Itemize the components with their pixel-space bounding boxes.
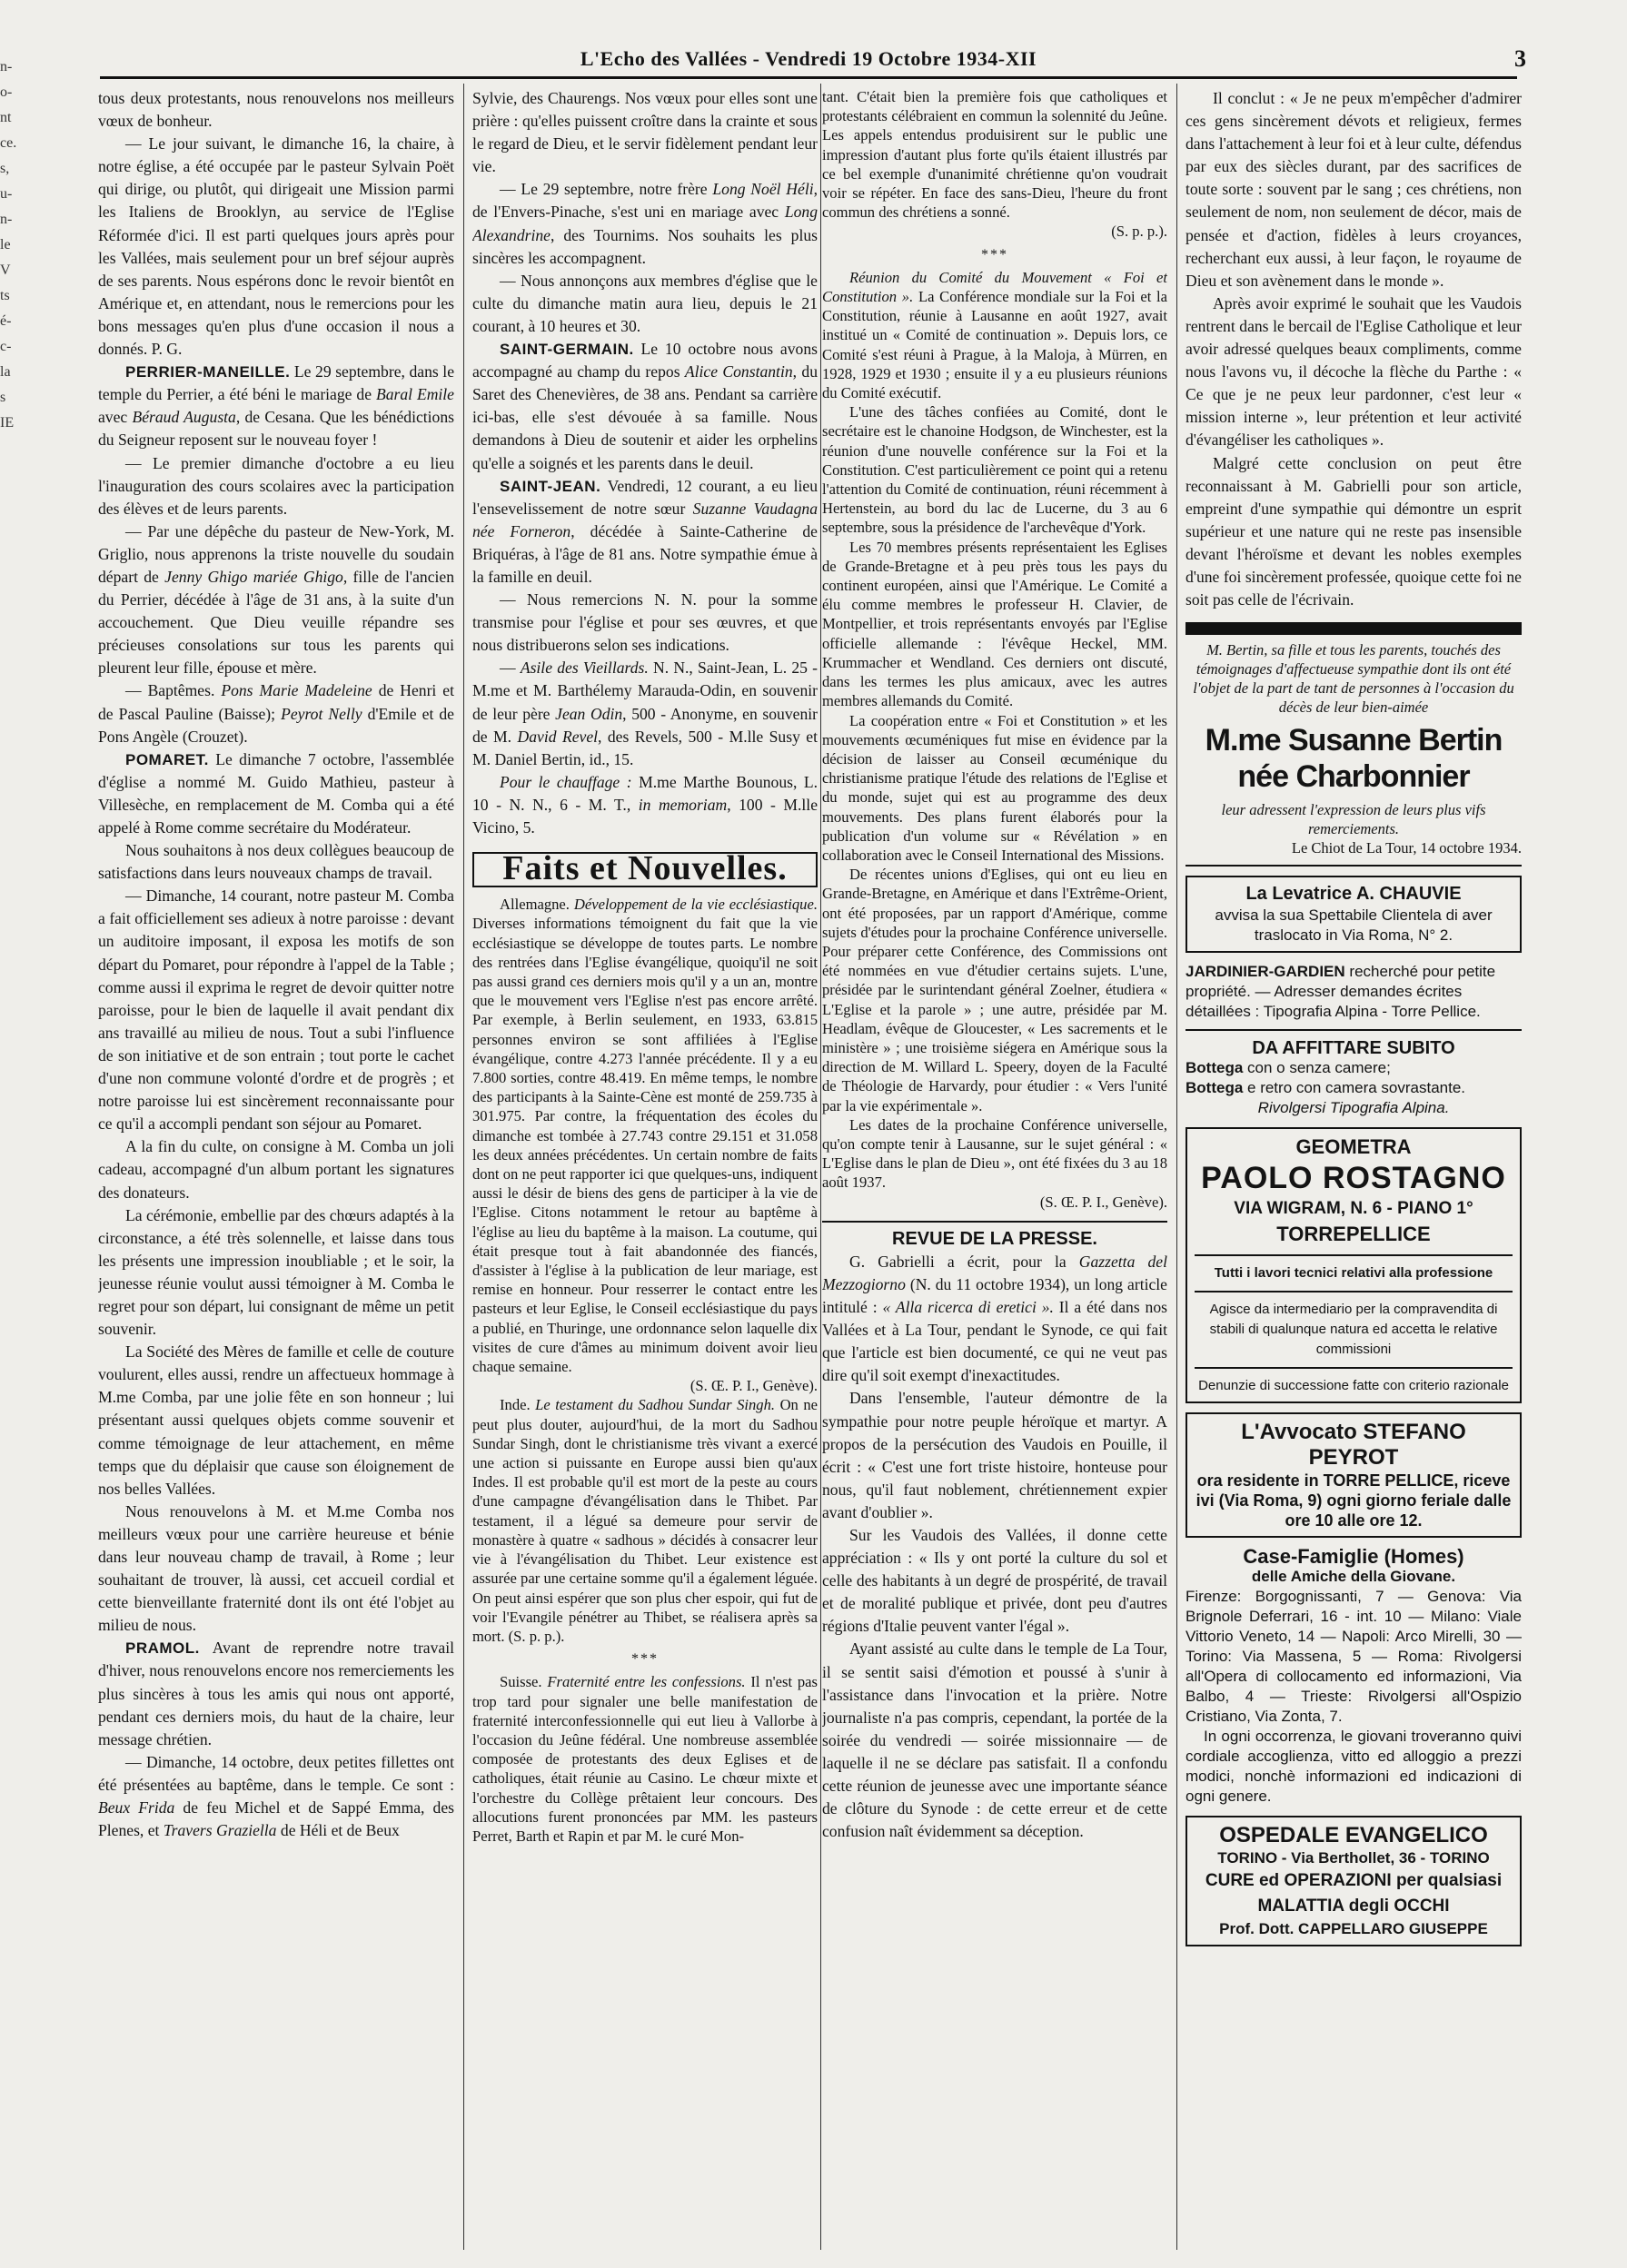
- column-divider: [1176, 84, 1177, 2250]
- ad-text: Prof. Dott. CAPPELLARO GIUSEPPE: [1219, 1920, 1488, 1938]
- margin-fragment: IE: [0, 415, 15, 431]
- margin-fragment: c-: [0, 339, 12, 354]
- page-title: L'Echo des Vallées - Vendredi 19 Octobre 1934-XII: [580, 47, 1037, 70]
- name: Beux Frida: [98, 1798, 175, 1817]
- ad-jardinier: [1186, 962, 1522, 1022]
- name: Long Alexandrine: [472, 203, 818, 244]
- name: David Revel: [517, 727, 599, 746]
- source: (S. p. p.).: [1111, 223, 1167, 241]
- name: Long Noël Héli: [712, 180, 814, 199]
- paragraph: [472, 178, 818, 269]
- divider: [1195, 1254, 1513, 1256]
- news-item: [822, 268, 1167, 402]
- paragraph: [472, 338, 818, 475]
- text: Le 10 octobre nous avons accompagné au champ du repos: [472, 340, 818, 381]
- paragraph: [98, 1637, 454, 1750]
- name: Pour le chauffage :: [500, 772, 632, 791]
- paragraph: Il conclut : « Je ne peux m'empêcher d'admirer ces gens sincèrement dévots et religieux, fermes dans l'attachement à leur foi et à leur culte, défendus par eux des siècles durant, par des sacrifices de toute sorte : souvent par le sang ; ces chrétiens, non seulement de nom, non seulement de décor, mais de pensée et d'action, fidèles à leurs croyances, recherchant eux aussi, à leur façon, le royaume de Dieu et son avènement dans le monde ».: [1186, 89, 1522, 290]
- paragraph: [98, 361, 454, 451]
- text: — Par une dépêche du pasteur de New-York, M. Griglio, nous apprenons la triste nouvelle du soudain départ de: [98, 521, 454, 586]
- ad-text: Agisce da intermediario per la compravendita di stabili di qualunque natura ed accetta le relative commissioni: [1209, 1302, 1498, 1358]
- ad-text: CURE ed OPERAZIONI per qualsiasi MALATTIA degli OCCHI: [1205, 1871, 1503, 1916]
- name: Suzanne Vaudagna née Forneron: [472, 499, 818, 540]
- text: de Héli et de Beux: [280, 1821, 400, 1840]
- separator: ***: [981, 246, 1008, 262]
- ad-text: Tutti i lavori tecnici relativi alla professione: [1214, 1265, 1493, 1282]
- thanks-notice: M. Bertin, sa fille et tous les parents, touchés des témoignages d'affectueuse sympathie dont ils ont été l'objet de la part de tant de personnes à l'occasion du décès de leur bien-aimée: [1193, 641, 1514, 717]
- paragraph: Dans l'ensemble, l'auteur démontre de la sympathie pour notre peuple héroïque et martyr. A propos de la persécution des Vaudois en Pouille, il écrit : « C'est une fort triste histoire, honteuse pour nous, qu'il faut noblement, chrétiennement expier avant d'oublier ».: [822, 1389, 1167, 1521]
- column-3: [822, 87, 1167, 2250]
- ad-text: Bottega: [1186, 1079, 1244, 1097]
- text: , de Cesana. Que les bénédictions du Seigneur reposent sur le nouveau foyer !: [98, 408, 454, 450]
- ad-subtitle: delle Amiche della Giovane.: [1251, 1568, 1456, 1586]
- ad-title: JARDINIER-GARDIEN: [1186, 963, 1345, 981]
- paragraph: [98, 748, 454, 839]
- thanks-notice: leur adressent l'expression de leurs plus vifs remerciements.: [1221, 801, 1486, 838]
- notice-name: M.me Susanne Bertin née Charbonnier: [1205, 723, 1503, 795]
- text: — Dimanche, 14 octobre, deux petites fillettes ont été présentées au baptême, dans le temple. Ce sont :: [98, 1752, 454, 1794]
- text: Le 29 septembre, dans le temple du Perrier, a été béni le mariage de: [98, 362, 454, 404]
- paragraph: — Le premier dimanche d'octobre a eu lieu l'inauguration des cours scolaires avec la participation des élèves et de leurs parents.: [98, 453, 454, 518]
- news-item: [472, 1672, 818, 1846]
- section-title-box: [472, 849, 818, 888]
- text: de feu Michel et de Sappé Emma, des Plenes, et: [98, 1798, 454, 1840]
- ad-text: Firenze: Borgognissanti, 7 — Genova: Via Brignole Deferrari, 16 - int. 10 — Milano: Viale Vittorio Veneto, 14 — Napoli: Arco Mirelli, 30 — Torino: Via Massena, 5 — Roma: Rivolgersi all'Opera di collocamento ed informazioni, Via Balbo, 4 — Trieste: Rivolgersi all'Ospizio Cristiano, Via Zonta, 7.: [1186, 1588, 1522, 1726]
- paragraph: La cérémonie, embellie par des chœurs adaptés à la circonstance, a été très solennelle, et laisse dans tous les présents une impression inoubliable ; et le soir, la jeunesse réunie voulut aussi témoigner à M. Comba le regret pour son départ, lui consignant de même un petit souvenir.: [98, 1205, 454, 1339]
- text: Il a été dans nos Vallées et à La Tour, pendant le Synode, ce qui fait que l'article est bien documenté, ce qui ne veut pas dire qu'il soit exempt d'inexactitudes.: [822, 1298, 1167, 1385]
- divider: [1186, 1029, 1522, 1031]
- column-4: [1186, 87, 1522, 2250]
- text: Avant de reprendre notre travail d'hiver, nous renouvelons encore nos remerciements les plus sincères à tous les amis qui nous ont apporté, pendant ces derniers mois, du haut de la chaire, leur message chrétien.: [98, 1639, 454, 1748]
- news-title: Réunion du Comité du Mouvement « Foi et Constitution ».: [822, 268, 1167, 306]
- paragraph: [98, 520, 454, 680]
- ad-affittare: [1186, 1038, 1522, 1118]
- margin-fragment: nt: [0, 110, 12, 125]
- ad-city: TORREPELLICE: [1276, 1223, 1431, 1246]
- ad-address: TORINO - Via Berthollet, 36 - TORINO: [1217, 1849, 1490, 1867]
- paragraph: tous deux protestants, nous renouvelons nos meilleurs vœux de bonheur.: [98, 89, 454, 131]
- paragraph: — Nous remercions N. N. pour la somme transmise pour l'église et pour ses œuvres, et que nous distribuerons selon ses indications.: [472, 590, 818, 655]
- ad-text: con o senza camere;: [1247, 1059, 1391, 1077]
- ad-title: DA AFFITTARE SUBITO: [1252, 1038, 1455, 1059]
- ad-ospedale: [1186, 1816, 1522, 1946]
- text: , des Revels, 500 - M.lle Susy et M. Daniel Bertin, id., 15.: [472, 727, 818, 768]
- margin-fragment: n-: [0, 212, 13, 227]
- source: (S. Œ. P. I., Genève).: [1039, 1193, 1167, 1211]
- paragraph: Sylvie, des Chaurengs. Nos vœux pour elles sont une prière : qu'elles puissent croître dans la crainte et sous le regard de Dieu, et le servir fidèlement pendant leur vie.: [472, 89, 818, 176]
- paragraph: Sur les Vaudois des Vallées, il donne cette appréciation : « Ils y ont porté la culture du sol et celle des habitants à un degré de prospérité, de travail et de moralité publique et privée, dont peu d'autres régions d'Italie peuvent vanter l'égal ».: [822, 1526, 1167, 1636]
- name: Alice Constantin: [684, 362, 793, 381]
- margin-fragment: V: [0, 262, 11, 278]
- text: Diverses informations témoignent du fait que la vie ecclésiastique se développe de toutes parts. Le nombre des rentrées dans l'Eglise évangélique, quoiqu'il ne soit pas aussi grand ces derniers mois qu'il y a un an, montre que le mouvement vers l'Eglise n'est pas encore arrêté. Par exemple, à Berlin seulement, en 1933, 63.815 personnes environ se sont affiliées à l'Eglise évangélique, contre 4.273 l'année précédente. Il y a eu 7.800 sorties, contre 48.419. En même temps, le nombre des participants à la Sainte-Cène est monté de 259.735 à 301.975. Par contre, la fréquentation des écoles du dimanche est tombée à 27.743 contre 29.151 et 31.058 les deux années précédentes. Un certain nombre de faits dont on ne peut rapporter ici que quelques-uns, indiquent aussi le désir de biens des gens de participer à la vie de l'Eglise. Citons notamment le retour au baptême à l'église au lieu du baptême à la maison. La coutume, qui était presque tout à fait abandonnée des fiancés, d'assister à l'église à la publication de leur mariage, est remise en honneur. Pour resserrer le contact entre les pasteurs et leur Eglise, le Conseil ecclésiastique du pays a publié, en Thuringe, une ordonnance selon laquelle dix visites de cure d'âmes au minimum doivent avoir lieu chaque semaine.: [472, 915, 818, 1376]
- paragraph: La Société des Mères de famille et celle de couture voulurent, elles aussi, rendre un affectueux hommage à M.me Comba, par une jolie fête en son honneur ; lui présentant aussi quelques objets comme souvenir et comme témoignage de leur attachement, en même temps que du déplaisir que cause son éloignement de nos belles Vallées.: [98, 1342, 454, 1498]
- text: Le dimanche 7 octobre, l'assemblée d'église a nommé M. Guido Mathieu, pasteur à Villesèche, en remplacement de M. Comba qui a été appelé à Rome comme secrétaire du Modérateur.: [98, 749, 454, 837]
- paragraph: Nous renouvelons à M. et M.me Comba nos meilleurs vœux pour une carrière heureuse et bénie dans leur nouveau champ de travail, à Rome ; leur souhaitant de trouver, là aussi, cet accueil cordial et cette bienveillante fraternité dont ils ont été l'objet au milieu de nous.: [98, 1501, 454, 1635]
- left-margin-fragments: [0, 54, 36, 563]
- ad-geometra: [1186, 1127, 1522, 1403]
- paragraph: Malgré cette conclusion on peut être reconnaissant à M. Gabrielli pour son article, empreint d'une sympathie qui démontre un esprit supérieur et une nature qui ne reste pas insensible devant l'héroïsme et devant les nobles exemples d'une foi sincèrement professée, quoique cette foi ne soit pas celle de l'écrivain.: [1186, 453, 1522, 609]
- place-label: Allemagne.: [500, 896, 570, 914]
- text: — Baptêmes.: [125, 681, 215, 700]
- paragraph: De récentes unions d'Eglises, qui ont eu lieu en Grande-Bretagne, en Amérique et dans l'Extrême-Orient, ont été proposées, par un rapport d'Amérique, comme sujets d'études pour la prochaine Conférence universelle. Pour préparer cette Conférence, des Commissions ont été nommées en vue d'étudier certains sujets. L'une, présidée par le surintendant général Zoelner, étudiera « L'Eglise et la parole » ; une autre, présidée par M. Headlam, évêque de Gloucester, « Les sacrements et le ministère » ; une troisième siégera en Amérique sous la direction de M. Willard L. Speery, doyen de la Faculté de Théologie de Harvardy, pour étudier : « Vers l'unité par la vie expérimentale ».: [822, 866, 1167, 1114]
- text: , décédée à Sainte-Catherine de Briquéras, à l'âge de 81 ans. Notre sympathie émue à la famille en deuil.: [472, 521, 818, 586]
- text: G. Gabrielli a écrit, pour la: [849, 1252, 1066, 1271]
- text: , de l'Envers-Pinache, s'est uni en mariage avec: [472, 180, 818, 222]
- section-title: Faits et Nouvelles.: [502, 849, 788, 888]
- divider: [1186, 865, 1522, 867]
- margin-fragment: é-: [0, 313, 12, 329]
- paragraph: Les dates de la prochaine Conférence universelle, qu'on compte tenir à Lausanne, sur le sujet général : « L'Eglise dans le plan de Dieu », ont été fixées du 3 au 18 août 1937.: [822, 1115, 1167, 1192]
- paragraph: tant. C'était bien la première fois que catholiques et protestants célébraient en commun la solennité du Jeûne. Les appels entendus produisirent sur le public une impression d'autant plus forte qu'ils étaient illustrés par ce bel exemple d'unanimité chrétienne qu'on voudrait voir se répéter. En face des sans-Dieu, l'heure du front commun des chrétiens a sonné.: [822, 88, 1167, 222]
- margin-fragment: s: [0, 390, 6, 405]
- page-number: 3: [1514, 45, 1526, 72]
- name: Jean Odin: [555, 704, 623, 723]
- ad-levatrice: [1186, 876, 1522, 953]
- news-title: Développement de la vie ecclésiastique.: [573, 896, 818, 914]
- name: Baral Emile: [375, 385, 454, 404]
- page-header: [100, 45, 1526, 74]
- paragraph: — Le jour suivant, le dimanche 16, la chaire, à notre église, a été occupée par le pasteur Sylvain Poët qui dirige, ou plutôt, qui dirigeait une Mission parmi les Italiens de Brooklyn, au service de l'Eglise Réformée d'ici. Il est parti quelques jours après pour les Vallées, mais seulement pour un bref séjour auprès de ses parents. Nous espérons donc le revoir bientôt en Amérique et, en attendant, nous le remercions pour les bons messages qu'en plus d'une occasion il nous a donnés. P. G.: [98, 134, 454, 359]
- paragraph: La coopération entre « Foi et Constitution » et les mouvements œcuméniques fut mise en évidence par la décision de laisser au Conseil œcuménique du christianisme pratique l'étude des relations de l'Eglise et du monde, sujet qui est au programme des deux mouvements. Des plans furent élaborés pour la publication d'un volume sur « Révélation » en collaboration avec le Conseil International des Missions.: [822, 711, 1167, 864]
- text: de Henri et de Pascal Pauline (Baisse);: [98, 681, 454, 723]
- text: — Le 29 septembre, notre frère: [500, 180, 708, 199]
- news-title: Fraternité entre les confessions.: [547, 1673, 746, 1691]
- paragraph: — Dimanche, 14 courant, notre pasteur M. Comba a fait officiellement ses adieux à notre paroisse : devant un auditoire imposant, il exposa les motifs de son départ du Pomaret, pour répondre à l'appel de la Table ; comme aussi il exprima le regret de devoir quitter notre paroisse, pour le bien de laquelle il avait pendant dix ans travaillé au milieu de nous. Tout a subi l'influence de son initiative et de son entrain ; tout porte le cachet d'une non commune volonté d'ordre et de progrès ; et notre paroisse lui est sincèrement reconnaissante pour ce qu'il a accompli pendant son séjour au Pomaret.: [98, 886, 454, 1134]
- ad-title: La Levatrice A. CHAUVIE: [1245, 884, 1462, 905]
- text: , des Tournims. Nos souhaits les plus sincères les accompagnent.: [472, 225, 818, 267]
- source: (S. p. p.).: [508, 1627, 565, 1645]
- ad-address: VIA WIGRAM, N. 6 - PIANO 1°: [1234, 1199, 1473, 1219]
- news-block: [472, 895, 818, 1846]
- column-2: [472, 87, 818, 2250]
- name: Gazzetta del Mezzogiorno: [822, 1252, 1167, 1293]
- name: in memoriam: [638, 795, 728, 814]
- text: avec: [98, 408, 128, 427]
- text: —: [500, 659, 516, 678]
- ad-text: Denunzie di successione fatte con criterio razionale: [1198, 1378, 1509, 1394]
- paragraph: [472, 475, 818, 589]
- ad-case-famiglie: [1186, 1547, 1522, 1807]
- ad-text: Bottega: [1186, 1059, 1244, 1077]
- text: , 100 - M.lle Vicino, 5.: [472, 795, 818, 837]
- name: Béraud Augusta: [132, 408, 236, 427]
- mourning-band: [1186, 622, 1522, 635]
- text: d'Emile et de Pons Angèle (Crouzet).: [98, 704, 454, 746]
- place-label: Inde.: [500, 1396, 531, 1414]
- text: , fille de l'ancien du Perrier, décédée à l'âge de 31 ans, à la suite d'un accouchement. Que Dieu veuille répandre ses précieuses consolations sur tous les parents qui pleurent leur fille, épouse et mère.: [98, 567, 454, 678]
- margin-fragment: ts: [0, 288, 10, 303]
- text: On ne peut plus douter, aujourd'hui, de la mort du Sadhou Sundar Singh, dont le christianisme très vivant a exercé une action si puissante en Europe aussi bien qu'aux Indes. Il est probable qu'il est mort de la peste au cours d'une campagne d'évangélisation dans le Thibet. Par testament, il a légué sa demeure pour servir de monastère à quatre « sadhous » décidés à consacrer leur vie à l'évangélisation du Thibet. Leur existence est assurée par une certaine somme qu'il a également léguée. On peut ainsi espérer que son plus cher espoir, qui fut de voir l'Evangile pénétrer au Thibet, se réalisera après sa mort.: [472, 1396, 818, 1645]
- text: La Conférence mondiale sur la Foi et la Constitution, réunie à Lausanne en août 1927, avait institué un « Comité de continuation ». Depuis lors, ce Comité s'est réuni à Prague, à la Maloja, à Mürren, en 1928, 1929 et 1930 ; ensuite il y a eu plusieurs réunions du Comité exécutif.: [822, 288, 1167, 402]
- news-block: [822, 87, 1167, 1212]
- text: Vendredi, 12 courant, a eu lieu l'ensevelissement de notre sœur: [472, 476, 818, 518]
- paragraph: Les 70 membres présents représentaient les Eglises de Grande-Bretagne et à peu près tous les pays du continent européen, ainsi que l'Amérique. Le Comité a élu comme membres le professeur H. Clavier, de Montpellier, et trois représentants envoyés par l'Eglise officielle allemande : l'évêque Heckel, MM. Krummacher et Wendland. Ces derniers ont discuté, dans les termes les plus amicaux, avec les autres membres allemands du Comité.: [822, 538, 1167, 710]
- header-rule: [100, 76, 1517, 79]
- column-divider: [463, 84, 464, 2250]
- ad-title: Case-Famiglie (Homes): [1243, 1545, 1464, 1569]
- ad-text: In ogni occorrenza, le giovani troveranno quivi cordiale accoglienza, vitto ed alloggio a prezzi modici, nonchè informazioni ed indicazioni di ogni genere.: [1186, 1728, 1522, 1806]
- margin-fragment: ce.: [0, 135, 17, 151]
- paragraph: [822, 1251, 1167, 1388]
- margin-fragment: s,: [0, 161, 10, 176]
- ad-text: ora residente in TORRE PELLICE, riceve ivi (Via Roma, 9) ogni giorno feriale dalle ore 10 alle ore 12.: [1195, 1471, 1512, 1530]
- text: (N. du 11 octobre 1934), un long article intitulé :: [822, 1274, 1167, 1317]
- section-heading: PERRIER-MANEILLE.: [125, 363, 291, 381]
- ad-avvocato: [1186, 1412, 1522, 1538]
- text: , du Saret des Chenevières, de 38 ans. Pendant sa carrière ici-bas, elle s'est dévouée à sa famille. Nous demandons à Dieu de soutenir et aider les orphelins qu'elle a soignés et les parents dans le deuil.: [472, 362, 818, 472]
- name: Asile des Vieillards.: [520, 659, 649, 678]
- paragraph: Nous souhaitons à nos deux collègues beaucoup de satisfactions dans leurs nouveaux champs de travail.: [98, 841, 454, 883]
- ad-text: Rivolgersi Tipografia Alpina.: [1257, 1099, 1450, 1117]
- separator: ***: [631, 1651, 659, 1668]
- margin-fragment: la: [0, 364, 11, 380]
- paragraph: Ayant assisté au culte dans le temple de La Tour, il se sentit saisi d'émotion et poussé à s'unir à l'assistance dans l'invocation et la prière. Notre journaliste n'a pas compris, cependant, la portée de la soirée du vendredi — soirée missionnaire — de laquelle il ne se déclare pas satisfait. Il a confondu cette réunion de jeunesse avec une importante séance de clôture du Synode : de cette erreur et de cette confusion naît évidemment sa déception.: [822, 1639, 1167, 1841]
- ad-title: OSPEDALE EVANGELICO: [1219, 1823, 1488, 1848]
- section-heading: SAINT-GERMAIN.: [500, 341, 634, 359]
- paragraph: [98, 679, 454, 748]
- name: Pons Marie Madeleine: [221, 681, 372, 700]
- news-item: [472, 895, 818, 1376]
- ad-text: recherché pour petite propriété. — Adresser demandes écrites détaillées : Tipografia Alpina - Torre Pellice.: [1186, 963, 1496, 1021]
- paragraph: [472, 657, 818, 770]
- ad-text: e retro con camera sovrastante.: [1247, 1079, 1466, 1097]
- text: N. N., Saint-Jean, L. 25 - M.me et M. Barthélemy Marauda-Odin, en souvenir de leur père: [472, 659, 818, 723]
- margin-fragment: u-: [0, 186, 13, 202]
- paragraph: Après avoir exprimé le souhait que les Vaudois rentrent dans le bercail de l'Eglise Catholique et leur avoir adressé quelques beaux compliments, comme nous l'avons vu, il décoche la flèche du Parthe : « Ce que je ne peux leur pardonner, c'est leur « mission interne », leur prétention et leur activité d'évangéliser les catholiques ».: [1186, 293, 1522, 450]
- divider: [1195, 1291, 1513, 1292]
- name: Jenny Ghigo mariée Ghigo: [164, 567, 343, 586]
- paragraph: A la fin du culte, on consigne à M. Comba un joli cadeau, accompagné d'un album portant les signatures des donateurs.: [98, 1137, 454, 1202]
- ad-name: PAOLO ROSTAGNO: [1201, 1161, 1506, 1196]
- paragraph: [98, 1751, 454, 1842]
- column-divider: [820, 84, 821, 2250]
- column-1: [98, 87, 454, 2250]
- news-item: [472, 1395, 818, 1646]
- ad-title: GEOMETRA: [1295, 1135, 1412, 1159]
- divider: [1195, 1367, 1513, 1369]
- ad-title: L'Avvocato STEFANO PEYROT: [1241, 1420, 1466, 1471]
- section-heading: POMARET.: [125, 750, 209, 768]
- margin-fragment: o-: [0, 84, 13, 100]
- name: « Alla ricerca di eretici ».: [882, 1298, 1054, 1317]
- place-label: Suisse.: [500, 1673, 542, 1691]
- text: , 500 - Anonyme, en souvenir de M.: [472, 704, 818, 746]
- margin-fragment: le: [0, 237, 11, 253]
- paragraph: [472, 771, 818, 839]
- notice-place-date: Le Chiot de La Tour, 14 octobre 1934.: [1291, 839, 1522, 857]
- text: M.me Marthe Bounous, L. 10 - N. N., 6 - M. T.,: [472, 772, 818, 814]
- paragraph: L'une des tâches confiées au Comité, dont le secrétaire est le chanoine Hodgson, de Winchester, est la réunion d'une nouvelle conférence sur la Foi et la Constitution. C'est particulièrement ce point qui a retenu l'attention du Comité de continuation, réuni récemment à Hertenstein, au bord du lac de Lucerne, du 3 au 6 septembre, sous la présidence de l'archevêque d'York.: [822, 403, 1167, 537]
- name: Peyrot Nelly: [281, 704, 362, 723]
- section-title: REVUE DE LA PRESSE.: [822, 1221, 1167, 1251]
- text: Il n'est pas trop tard pour signaler une belle manifestation de fraternité interconfessionnelle qui eut lieu à Vallorbe à l'occasion du Jeûne fédéral. Une nombreuse assemblée composée de protestants des deux Eglises et de catholiques, était réunie au Casino. Le chœur mixte et l'orchestre du Collège prêtaient leur concours. Des allocutions furent prononcées par MM. les pasteurs Perret, Barth et Rapin et par M. le curé Mon-: [472, 1673, 818, 1845]
- margin-fragment: n-: [0, 59, 13, 74]
- section-heading: SAINT-JEAN.: [500, 477, 601, 495]
- name: Travers Graziella: [163, 1821, 277, 1840]
- paragraph: — Nous annonçons aux membres d'église que le culte du dimanche matin aura lieu, depuis le 21 courant, à 10 heures et 30.: [472, 271, 818, 335]
- source: (S. Œ. P. I., Genève).: [689, 1377, 818, 1395]
- ad-text: avvisa la sua Spettabile Clientela di aver traslocato in Via Roma, N° 2.: [1215, 906, 1493, 945]
- news-title: Le testament du Sadhou Sundar Singh.: [535, 1396, 776, 1414]
- section-heading: PRAMOL.: [125, 1639, 200, 1658]
